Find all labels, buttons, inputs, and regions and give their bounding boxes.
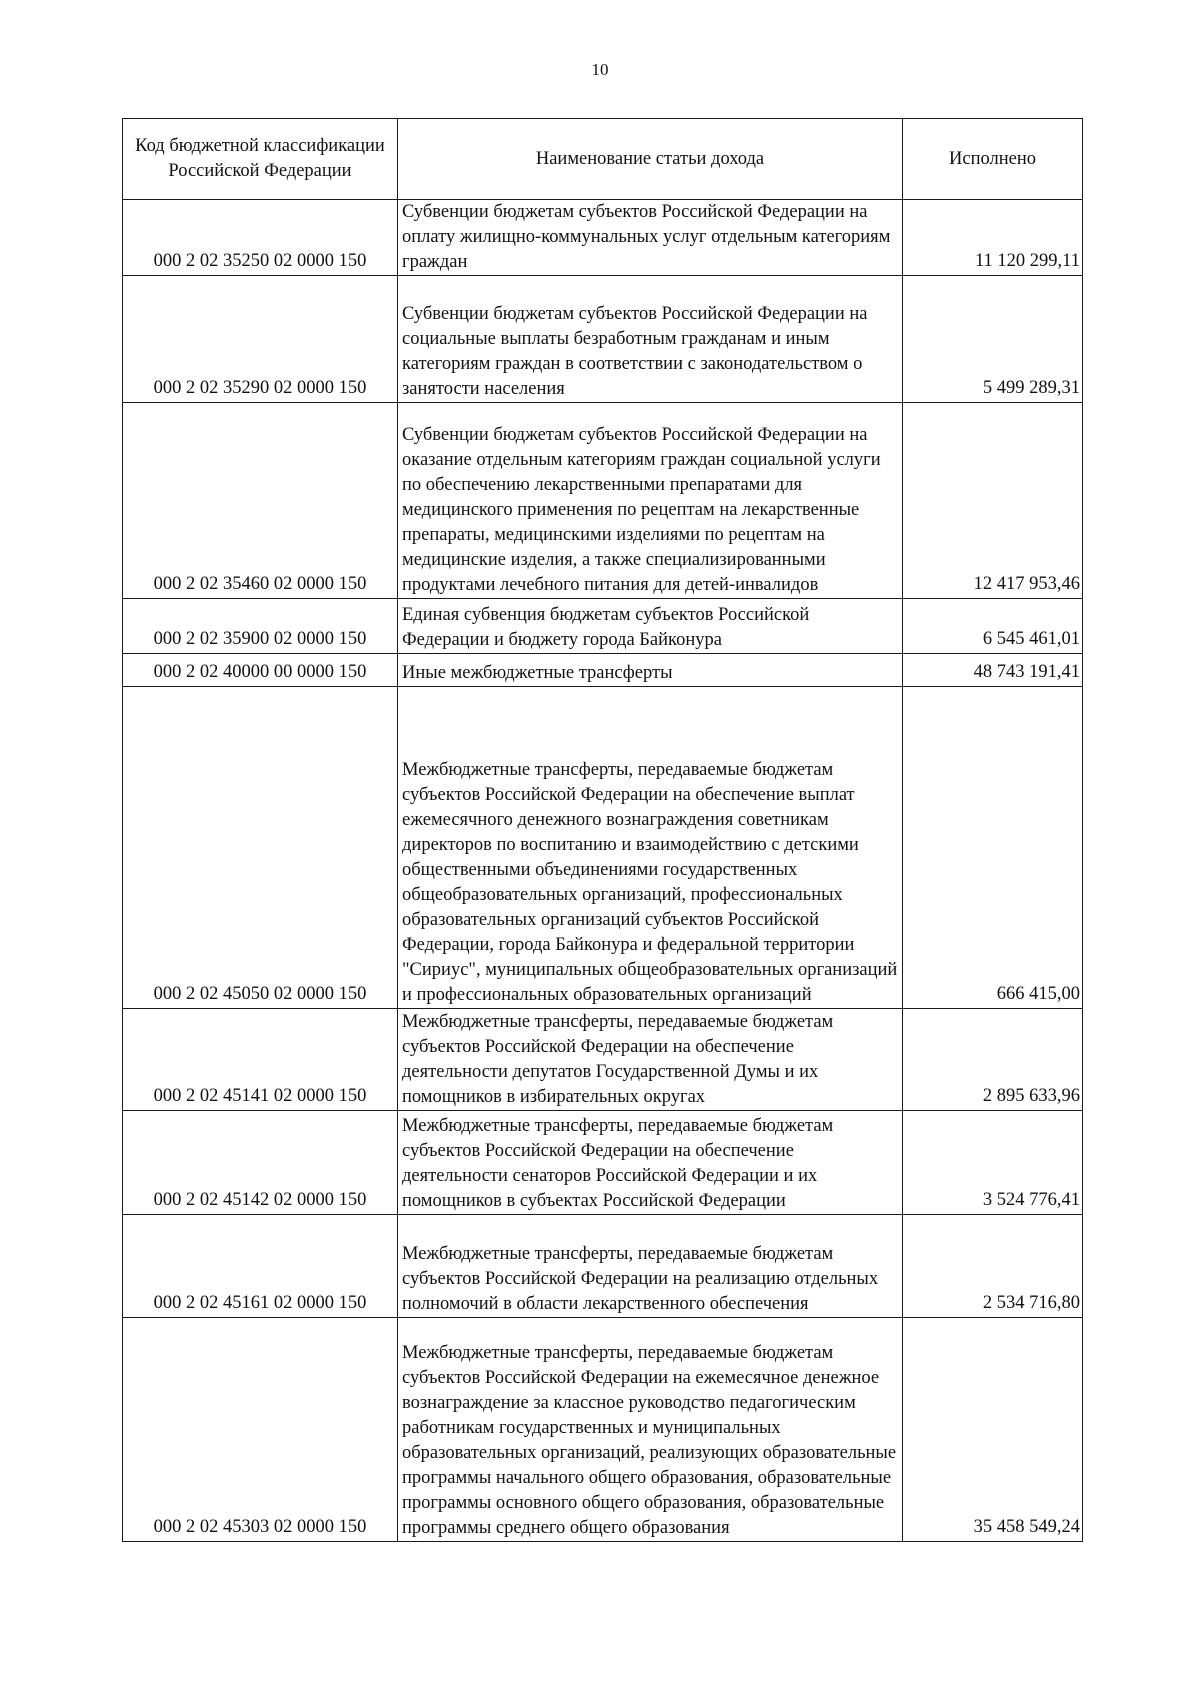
executed-amount-cell: 3 524 776,41 [903, 1111, 1083, 1215]
executed-amount-cell: 11 120 299,11 [903, 200, 1083, 276]
table-row [123, 1111, 1083, 1215]
income-name-cell: Субвенции бюджетам субъектов Российской Федерации на оплату жилищно-коммунальных услуг отдельным категориям граждан [398, 200, 903, 276]
header-budget-code: Код бюджетной классификации Российской Федерации [123, 119, 398, 200]
page-number: 10 [591, 60, 609, 79]
budget-code-cell: 000 2 02 45161 02 0000 150 [123, 1215, 398, 1318]
budget-code-cell: 000 2 02 35250 02 0000 150 [123, 200, 398, 276]
income-name-cell: Иные межбюджетные трансферты [398, 654, 903, 687]
executed-amount-cell: 5 499 289,31 [903, 276, 1083, 403]
header-executed: Исполнено [903, 119, 1083, 200]
executed-amount-cell: 35 458 549,24 [903, 1318, 1083, 1542]
budget-code-cell: 000 2 02 45142 02 0000 150 [123, 1111, 398, 1215]
income-name-cell: Межбюджетные трансферты, передаваемые бюджетам субъектов Российской Федерации на реализацию отдельных полномочий в области лекарственного обеспечения [398, 1215, 903, 1318]
budget-code-cell: 000 2 02 35290 02 0000 150 [123, 276, 398, 403]
header-income-name: Наименование статьи дохода [398, 119, 903, 200]
income-name-cell: Межбюджетные трансферты, передаваемые бюджетам субъектов Российской Федерации на обеспечение выплат ежемесячного денежного вознаграждения советникам директоров по воспитанию и взаимодействию с детскими общественными объединениями государственных общеобразовательных организаций, профессиональных образовательных организаций субъектов Российской Федерации, города Байконура и федеральной территории "Сириус", муниципальных общеобразовательных организаций и профессиональных образовательных организаций [398, 687, 903, 1009]
income-name-cell: Единая субвенция бюджетам субъектов Российской Федерации и бюджету города Байконура [398, 599, 903, 654]
table-row [123, 200, 1083, 276]
table-row [123, 687, 1083, 1009]
executed-amount-cell: 666 415,00 [903, 687, 1083, 1009]
executed-amount-cell: 2 895 633,96 [903, 1009, 1083, 1111]
income-name-cell: Субвенции бюджетам субъектов Российской Федерации на социальные выплаты безработным гражданам и иным категориям граждан в соответствии с законодательством о занятости населения [398, 276, 903, 403]
table-row [123, 1009, 1083, 1111]
income-name-cell: Межбюджетные трансферты, передаваемые бюджетам субъектов Российской Федерации на обеспечение деятельности депутатов Государственной Думы и их помощников в избирательных округах [398, 1009, 903, 1111]
budget-income-table [122, 118, 1083, 1542]
executed-amount-cell: 2 534 716,80 [903, 1215, 1083, 1318]
executed-amount-cell: 6 545 461,01 [903, 599, 1083, 654]
budget-code-cell: 000 2 02 45141 02 0000 150 [123, 1009, 398, 1111]
budget-code-cell: 000 2 02 35900 02 0000 150 [123, 599, 398, 654]
income-name-cell: Субвенции бюджетам субъектов Российской Федерации на оказание отдельным категориям граждан социальной услуги по обеспечению лекарственными препаратами для медицинского применения по рецептам на лекарственные препараты, медицинскими изделиями по рецептам на медицинские изделия, а также специализированными продуктами лечебного питания для детей-инвалидов [398, 403, 903, 599]
budget-code-cell: 000 2 02 45303 02 0000 150 [123, 1318, 398, 1542]
executed-amount-cell: 48 743 191,41 [903, 654, 1083, 687]
table-row [123, 1215, 1083, 1318]
executed-amount-cell: 12 417 953,46 [903, 403, 1083, 599]
income-name-cell: Межбюджетные трансферты, передаваемые бюджетам субъектов Российской Федерации на обеспечение деятельности сенаторов Российской Федерации и их помощников в субъектах Российской Федерации [398, 1111, 903, 1215]
income-name-cell: Межбюджетные трансферты, передаваемые бюджетам субъектов Российской Федерации на ежемесячное денежное вознаграждение за классное руководство педагогическим работникам государственных и муниципальных образовательных организаций, реализующих образовательные программы начального общего образования, образовательные программы основного общего образования, образовательные программы среднего общего образования [398, 1318, 903, 1542]
table-header-row [123, 119, 1083, 200]
budget-code-cell: 000 2 02 40000 00 0000 150 [123, 654, 398, 687]
table-row [123, 654, 1083, 687]
table-row [123, 1318, 1083, 1542]
budget-code-cell: 000 2 02 35460 02 0000 150 [123, 403, 398, 599]
table-row [123, 403, 1083, 599]
table-row [123, 599, 1083, 654]
budget-code-cell: 000 2 02 45050 02 0000 150 [123, 687, 398, 1009]
table-row [123, 276, 1083, 403]
